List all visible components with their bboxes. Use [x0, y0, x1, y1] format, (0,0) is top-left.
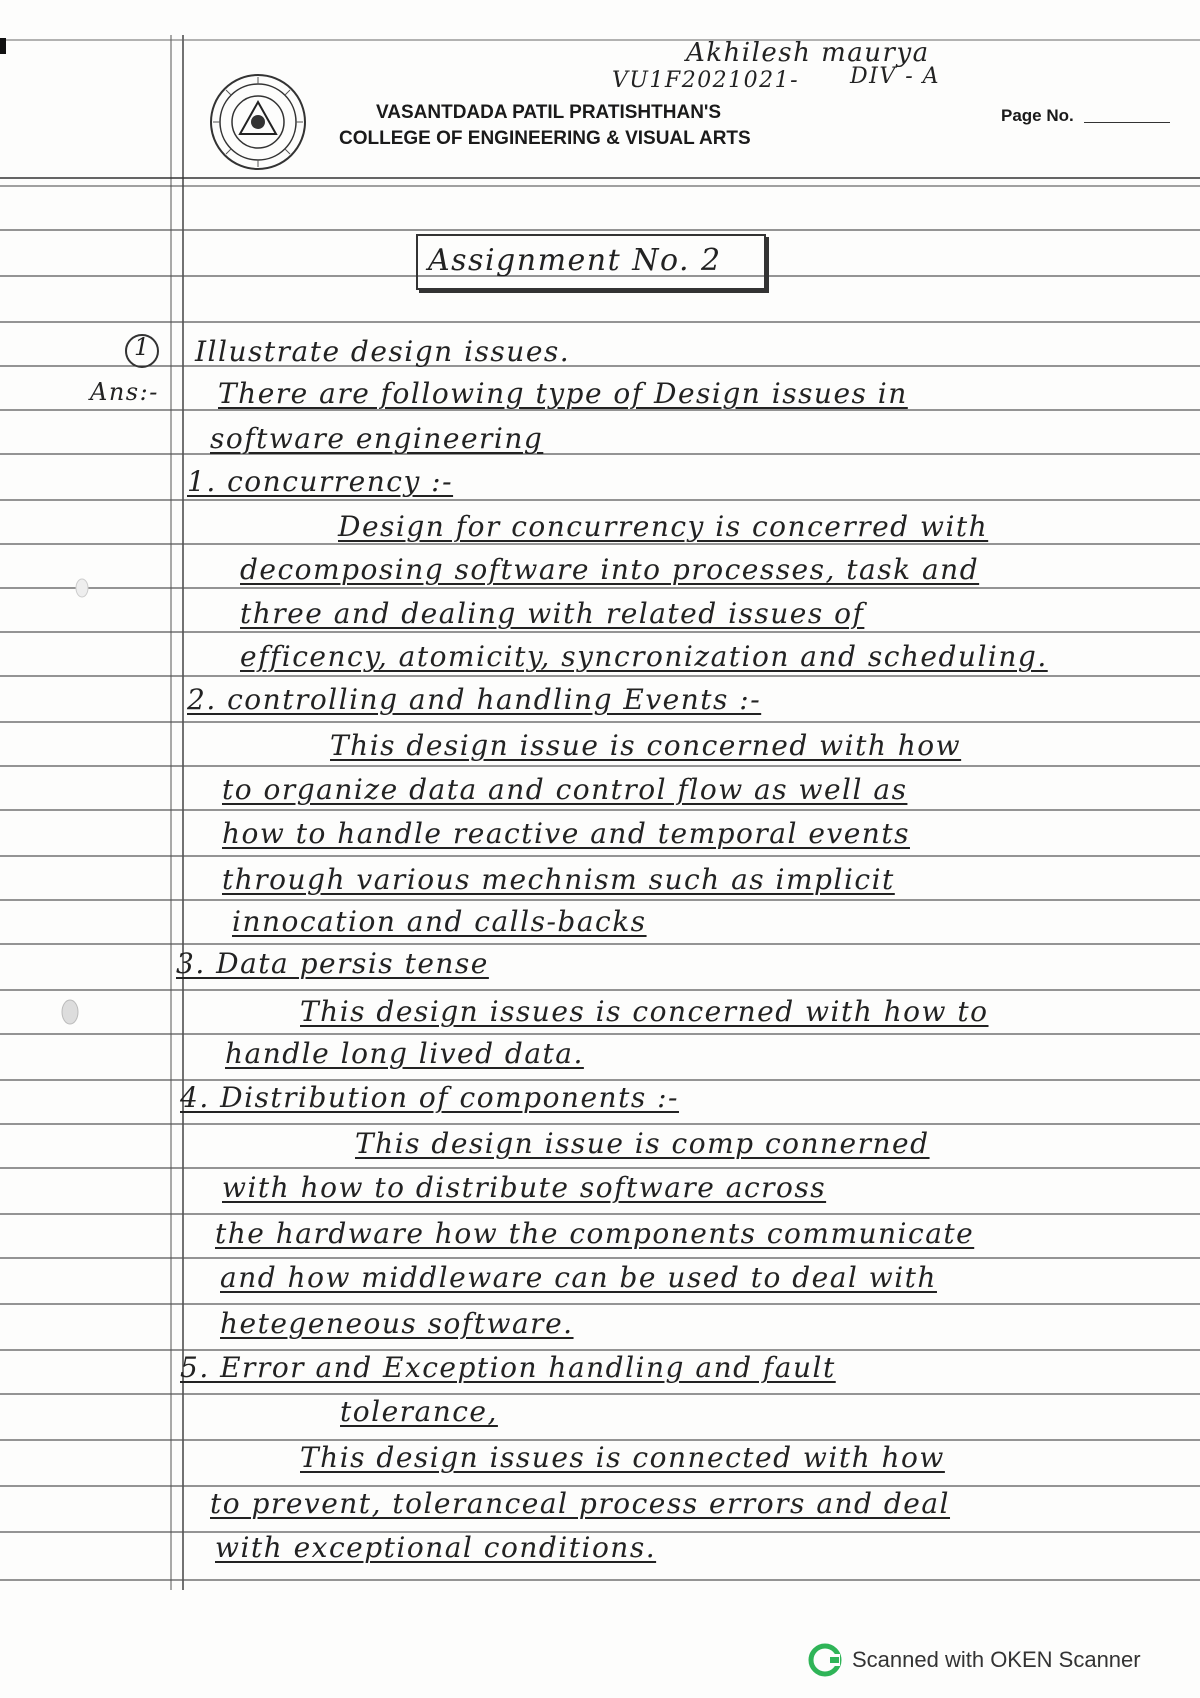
item-line: decomposing software into processes, task and: [240, 553, 980, 586]
item-line: This design issue is comp connerned: [355, 1127, 930, 1160]
answer-label: Ans:-: [90, 378, 159, 406]
item-line: hetegeneous software.: [220, 1307, 574, 1340]
item-line: to prevent, toleranceal process errors and deal: [210, 1487, 951, 1520]
student-name: Akhilesh maurya: [686, 38, 930, 68]
assignment-title: Assignment No. 2: [428, 243, 722, 278]
item-heading: 1. concurrency :-: [187, 465, 454, 498]
item-line: Design for concurrency is concerred with: [338, 510, 989, 543]
item-line: through various mechnism such as implicit: [222, 863, 895, 896]
item-line: the hardware how the components communicate: [215, 1217, 975, 1250]
answer-line: software engineering: [210, 422, 544, 455]
item-line: innocation and calls-backs: [232, 905, 647, 938]
item-line: This design issues is connected with how: [300, 1441, 945, 1474]
item-line: with how to distribute software across: [222, 1171, 827, 1204]
college-name-line1: VASANTDADA PATIL PRATISHTHAN'S: [376, 102, 722, 123]
scan-edge-mark: [0, 38, 6, 54]
answer-line: There are following type of Design issues in: [218, 377, 908, 410]
item-line: handle long lived data.: [225, 1037, 584, 1070]
question-number: 1: [134, 333, 151, 361]
item-heading: 4. Distribution of components :-: [180, 1081, 679, 1114]
item-heading: 2. controlling and handling Events :-: [187, 683, 762, 716]
item-line: and how middleware can be used to deal with: [220, 1261, 937, 1294]
roll-number: VU1F2021021-: [612, 68, 800, 93]
item-heading: 3. Data persis tense: [176, 947, 489, 980]
question-text: Illustrate design issues.: [195, 335, 571, 368]
page-number-label: Page No.: [1001, 106, 1074, 125]
scanner-watermark: [808, 1643, 1141, 1677]
item-line: three and dealing with related issues of: [240, 597, 865, 630]
item-line: with exceptional conditions.: [215, 1531, 657, 1564]
item-heading: 5. Error and Exception handling and fault: [180, 1351, 836, 1384]
division: DIV - A: [850, 64, 941, 89]
oken-logo-icon: [808, 1643, 842, 1677]
item-line: how to handle reactive and temporal events: [222, 817, 910, 850]
item-line: to organize data and control flow as well as: [222, 773, 908, 806]
scanner-text: Scanned with OKEN Scanner: [852, 1647, 1141, 1672]
item-line: This design issue is concerned with how: [330, 729, 962, 762]
item-line: efficency, atomicity, syncronization and scheduling.: [240, 640, 1048, 673]
item-heading-continued: tolerance,: [340, 1395, 498, 1428]
item-line: This design issues is concerned with how to: [300, 995, 989, 1028]
college-name-line2: COLLEGE OF ENGINEERING & VISUAL ARTS: [339, 128, 751, 149]
page-number-blank: [1084, 122, 1170, 123]
college-seal-icon: [208, 72, 308, 172]
